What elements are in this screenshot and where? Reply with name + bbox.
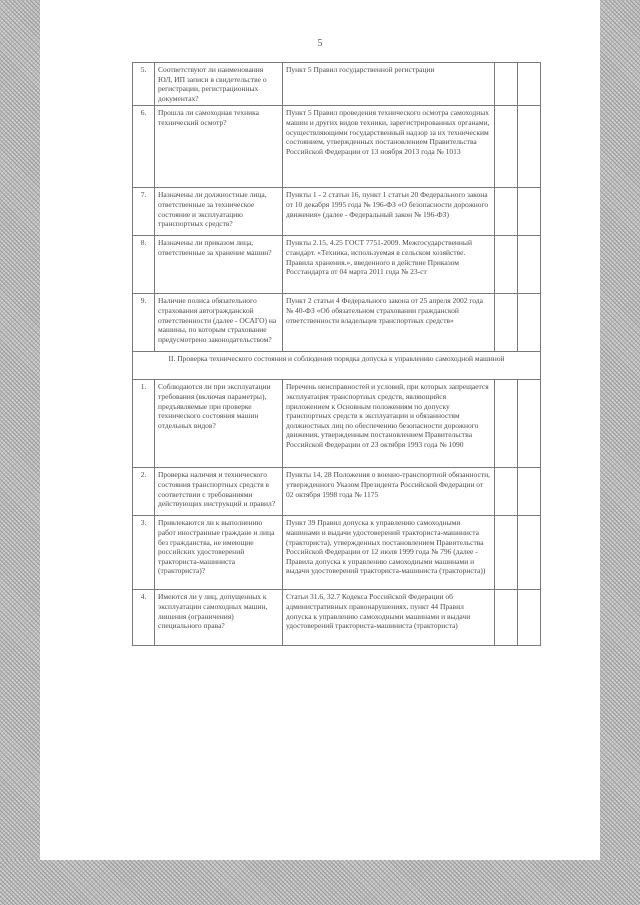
- row-question: Привлекаются ли к выполнению работ иностранные граждане и лица без гражданства, не имеющие российских удостоверений тракториста-машиниста (тракториста)?: [155, 516, 283, 590]
- section-title: II. Проверка технического состояния и соблюдения порядка допуска к управлению самоходной машиной: [133, 352, 541, 380]
- row-question: Проверка наличия и технического состояния транспортных средств в соответствии с требованиями действующих инструкций и правил?: [155, 468, 283, 516]
- row-reference: Пункт 5 Правил проведения технического осмотра самоходных машин и других видов техники, зарегистрированных органами, осуществляющими государственный надзор за их техническим состоянием, утвержденных постановлением Правительства Российской Федерации от 13 ноября 2013 года № 1013: [283, 106, 495, 188]
- section-header-row: [133, 352, 541, 380]
- table-row: [133, 590, 541, 646]
- note-cell: [518, 63, 541, 106]
- row-number: 8.: [133, 236, 155, 294]
- row-number: 1.: [133, 380, 155, 468]
- row-question: Назначены ли приказом лица, ответственные за хранение машин?: [155, 236, 283, 294]
- table-row: [133, 468, 541, 516]
- table-row: [133, 63, 541, 106]
- table-row: [133, 516, 541, 590]
- note-cell: [518, 590, 541, 646]
- note-cell: [518, 468, 541, 516]
- answer-cell: [495, 468, 518, 516]
- note-cell: [518, 294, 541, 352]
- row-reference: Пункты 2.15, 4.25 ГОСТ 7751-2009. Межгосударственный стандарт. «Техника, используемая в сельском хозяйстве. Правила хранения.», введенного в действие Приказом Росстандарта от 04 марта 2011 года № 23-ст: [283, 236, 495, 294]
- table-row: [133, 294, 541, 352]
- row-number: 7.: [133, 188, 155, 236]
- note-cell: [518, 516, 541, 590]
- row-reference: Пункты 1 - 2 статьи 16, пункт 1 статьи 20 Федерального закона от 10 декабря 1995 года № 196-ФЗ «О безопасности дорожного движения» (далее - Федеральный закон № 196-ФЗ): [283, 188, 495, 236]
- row-reference: Пункты 14, 28 Положения о военно-транспортной обязанности, утвержденного Указом Президента Российской Федерации от 02 октября 1998 года № 1175: [283, 468, 495, 516]
- note-cell: [518, 236, 541, 294]
- row-question: Имеются ли у лиц, допущенных к эксплуатации самоходных машин, лишения (ограничения) специального права?: [155, 590, 283, 646]
- table-row: [133, 236, 541, 294]
- answer-cell: [495, 236, 518, 294]
- answer-cell: [495, 380, 518, 468]
- row-number: 6.: [133, 106, 155, 188]
- scan-border-right: [600, 0, 640, 870]
- answer-cell: [495, 590, 518, 646]
- row-question: Наличие полиса обязательного страхования автогражданской ответственности (далее - ОСАГО) на машины, по которым страхование предусмотрено законодательством?: [155, 294, 283, 352]
- row-reference: Статьи 31.6, 32.7 Кодекса Российской Федерации об административных правонарушениях, пункт 44 Правил допуска к управлению самоходными машинами и выдачи удостоверений тракториста-машиниста (тракториста): [283, 590, 495, 646]
- note-cell: [518, 106, 541, 188]
- answer-cell: [495, 294, 518, 352]
- row-number: 2.: [133, 468, 155, 516]
- table-row: [133, 188, 541, 236]
- row-question: Назначены ли должностные лица, ответственные за техническое состояние и эксплуатацию транспортных средств?: [155, 188, 283, 236]
- row-question: Соответствуют ли наименования ЮЛ, ИП записи в свидетельстве о регистрации, регистрационных документах?: [155, 63, 283, 106]
- document-page: [40, 0, 600, 860]
- row-reference: Пункт 39 Правил допуска к управлению самоходными машинами и выдачи удостоверений тракториста-машиниста (тракториста), утвержденных постановлением Правительства Российской Федерации от 12 июля 1999 года № 796 (далее - Правила допуска к управлению самоходными машинами и выдачи удостоверений тракториста-машиниста (тракториста)): [283, 516, 495, 590]
- checklist-table: [132, 62, 541, 646]
- row-question: Соблюдаются ли при эксплуатации требования (включая параметры), предъявляемые при проверке технического состояния машин отдельных видов?: [155, 380, 283, 468]
- row-reference: Перечень неисправностей и условий, при которых запрещается эксплуатация транспортных средств, являющийся приложением к Основным положениям по допуску транспортных средств к эксплуатации и обязанностям должностных лиц по обеспечению безопасности дорожного движения, утвержденным постановлением Правительства Российской Федерации от 23 октября 1993 года № 1090: [283, 380, 495, 468]
- row-question: Прошла ли самоходная техника технический осмотр?: [155, 106, 283, 188]
- answer-cell: [495, 63, 518, 106]
- answer-cell: [495, 106, 518, 188]
- row-reference: Пункт 5 Правил государственной регистрации: [283, 63, 495, 106]
- row-number: 5.: [133, 63, 155, 106]
- scan-border-bottom: [0, 860, 640, 905]
- table-row: [133, 380, 541, 468]
- page-number: 5: [317, 38, 323, 49]
- table-row: [133, 106, 541, 188]
- row-number: 3.: [133, 516, 155, 590]
- note-cell: [518, 380, 541, 468]
- note-cell: [518, 188, 541, 236]
- answer-cell: [495, 188, 518, 236]
- answer-cell: [495, 516, 518, 590]
- row-reference: Пункт 2 статьи 4 Федерального закона от 25 апреля 2002 года № 40-ФЗ «Об обязательном страховании гражданской ответственности владельцев транспортных средств»: [283, 294, 495, 352]
- scan-border-left: [0, 0, 40, 870]
- row-number: 9.: [133, 294, 155, 352]
- row-number: 4.: [133, 590, 155, 646]
